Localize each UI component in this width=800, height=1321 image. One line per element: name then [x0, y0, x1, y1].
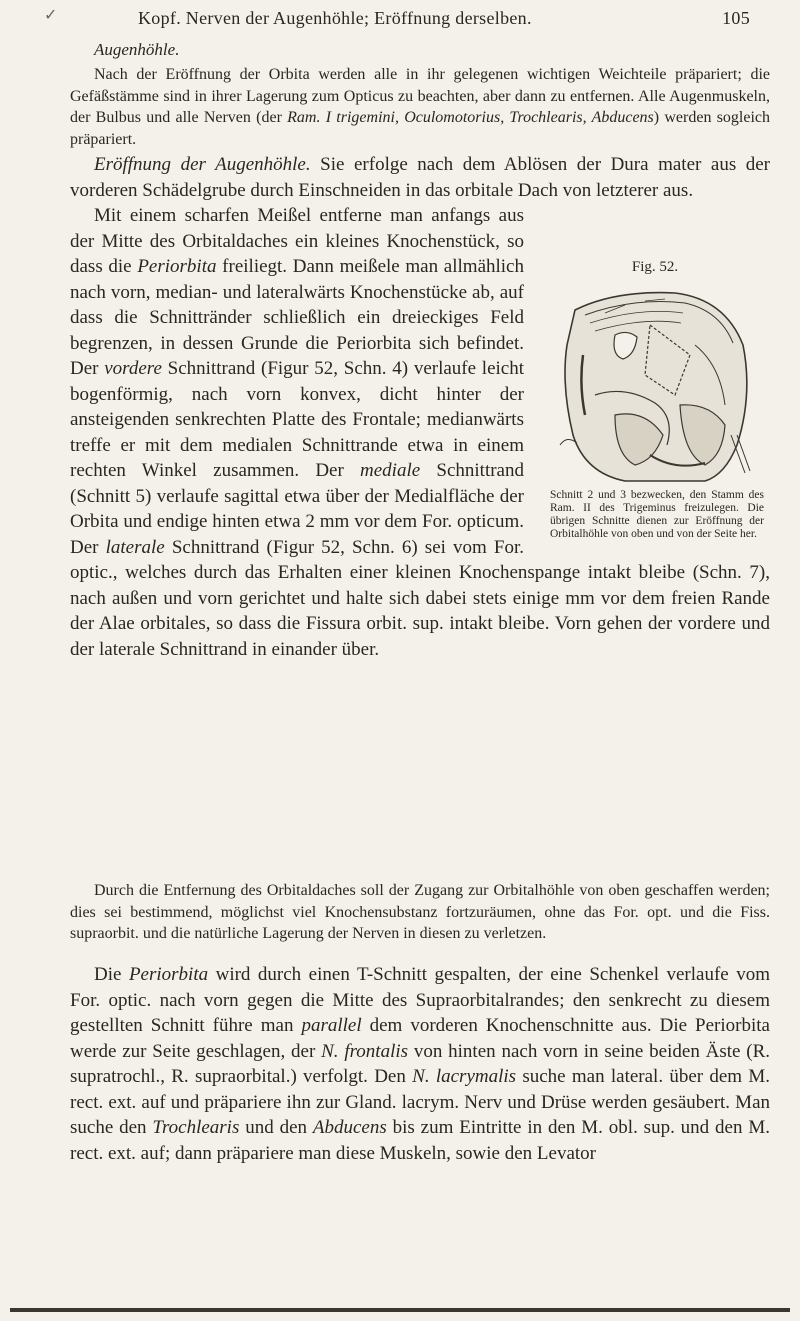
figure-52 [540, 255, 770, 541]
eroeffnung-paragraph: Fig. 52. Schnitt 2 und 3 bezwecken, den Stamm des Ram. II des Trigeminus freizulegen. Die übrigen Schnitte dienen zur Eröffnung der Orbitalhöhle von oben und von der Seite her. Mit einem scharfen Meißel entferne man anfangs aus der Mitte des Orbitaldaches ein kleines Knochenstück, so dass die Periorbita freiliegt. Dann meißele man allmählich nach vorn, median- und lateralwärts Knochenstücke ab, auf dass die Schnittränder schließlich ein dreieckiges Feld begrenzen, in dessen Grunde die Periorbita sich befindet. Der vordere Schnittrand (Figur 52, Schn. 4) verlaufe leicht bogenförmig, nach vorn konvex, dicht hinter der ansteigenden senkrechten Platte des Frontale; medianwärts treffe er mit dem medialen Schnittrande etwa in einem rechten Winkel zusammen. Der mediale Schnittrand (Schnitt 5) verlaufe sagittal etwa über der Medialfläche der Orbita und endige hinten etwa 2 mm vor dem For. opticum. Der laterale Schnittrand (Figur 52, Schn. 6) sei vom For. optic., welches durch das Erhalten einer kleinen Knochenspange intakt bleibe (Schn. 7), nach außen und vorn gerichtet und halte sich dabei stets einige mm vor dem freien Rande der Alae orbitales, so dass die Fissura orbit. sup. intakt bleibe. Vorn gehen der vordere und der laterale Schnittrand in einander über. [70, 205, 770, 660]
page-number: 105 [722, 8, 750, 28]
section-heading-eroeffnung: Eröffnung der Augenhöhle. [94, 154, 311, 175]
running-title: Kopf. Nerven der Augenhöhle; Eröffnung derselben. [138, 8, 532, 28]
term-mediale: mediale [360, 460, 421, 481]
term-parallel: parallel [301, 1015, 362, 1036]
term-abducens: Abducens [312, 1117, 387, 1138]
term-periorbita: Periorbita [137, 256, 217, 277]
term-vordere: vordere [104, 358, 162, 379]
section-heading-augenhoehle: Augenhöhle. [94, 40, 180, 59]
section-eroeffnung [70, 152, 770, 662]
running-head [0, 8, 800, 34]
term-n-frontalis: N. frontalis [321, 1040, 409, 1062]
term-laterale: laterale [105, 536, 165, 558]
intro-section [70, 40, 770, 150]
intro-paragraph [70, 64, 770, 150]
section-periorbita [70, 962, 770, 1166]
intro-text: Nach der Eröffnung der Orbita werden alle in ihr gelegenen wichtigen Weichteile präpariert; die Gefäßstämme sind in ihrer Lagerung zum Opticus zu beachten, aber dann zu entfernen. Alle Augenmuskeln, der Bulbus und alle Nerven (der [70, 66, 770, 126]
eroeffnung-text: Sie erfolge nach dem Ablösen der Dura mater aus der vorderen Schädelgrube durch Einschneiden in das orbitale Dach von letzterer aus. [70, 154, 771, 201]
intro-nerve-names: Ram. I trigemini, Oculomotorius, Trochlearis, Abducens [287, 109, 654, 126]
term-n-lacrymalis: N. lacrymalis [412, 1066, 517, 1087]
intro-text-end: ) werden sogleich präpariert. [70, 109, 771, 148]
term-trochlearis: Trochlearis [152, 1117, 240, 1138]
figure-label: Fig. 52. [631, 259, 679, 275]
corner-mark: ✓ [44, 7, 58, 24]
figure-caption: Schnitt 2 und 3 bezwecken, den Stamm des Ram. II des Trigeminus freizulegen. Die übrigen Schnitte dienen zur Eröffnung der Orbitalhöhle von oben und von der Seite her. [550, 488, 764, 540]
note-section [70, 880, 770, 945]
term-periorbita-2: Periorbita [128, 964, 209, 985]
note-paragraph: Durch die Entfernung des Orbitaldaches soll der Zugang zur Orbitalhöhle von oben geschaffen werden; dies sei bestimmend, möglichst viel Knochensubstanz fortzuräumen, ohne das For. opt. und die Fiss. supraorbit. und die natürliche Lagerung der Nerven in diesen zu verletzen. [70, 882, 770, 942]
eroeffnung-intro [70, 152, 770, 203]
periorbita-paragraph: Die Periorbita wird durch einen T-Schnitt gespalten, der eine Schenkel verlaufe vom For. optic. nach vorn gegen die Mitte des Supraorbitalrandes; den senkrecht zu diesem gestellten Schnitt führe man parallel dem vorderen Knochenschnitte aus. Die Periorbita werde zur Seite geschlagen, der N. frontalis von hinten nach vorn in seine beiden Äste (R. supratrochl., R. supraorbital.) verfolgt. Den N. lacrymalis suche man lateral. über dem M. rect. ext. auf und präpariere ihn zur Gland. lacrym. Nerv und Drüse werden gesäubert. Man suche den Trochlearis und den Abducens bis zum Eintritte in den M. obl. sup. und den M. rect. ext. auf; dann präpariere man diese Muskeln, sowie den Levator [70, 964, 771, 1164]
skull-orbit-illustration [555, 285, 755, 485]
bottom-edge-rule [10, 1308, 790, 1312]
